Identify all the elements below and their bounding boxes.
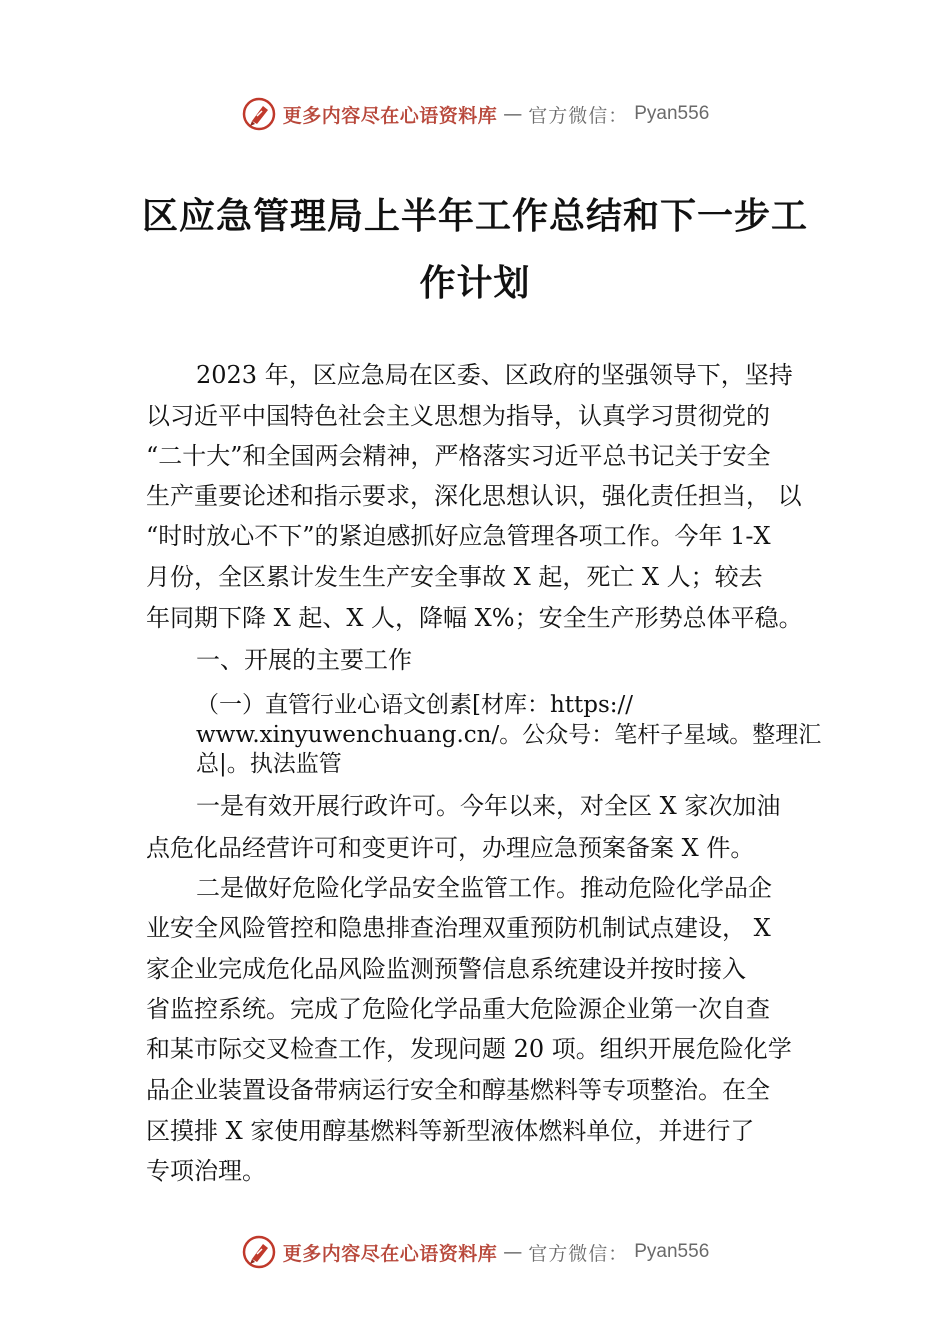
body-line: 区摸排 X 家使用醇基燃料等新型液体燃料单位，并进行了 [146,1117,755,1145]
body-line: “时时放心不下”的紧迫感抓好应急管理各项工作。今年 1-X [146,522,771,550]
document-title-line-2: 作计划 [419,262,531,304]
watermark-library-text: 更多内容尽在心语资料库 [282,1242,498,1265]
body-line: 省监控系统。完成了危险化学品重大危险源企业第一次自查 [146,995,770,1023]
watermark-separator: — [503,1241,523,1263]
body-line: 专项治理。 [146,1157,266,1185]
pen-nib-logo-icon [241,96,277,132]
body-line: 2023 年，区应急局在区委、区政府的坚强领导下，坚持 [196,361,793,389]
document-title-line-1: 区应急管理局上半年工作总结和下一步工 [141,195,808,237]
body-line: 以习近平中国特色社会主义思想为指导，认真学习贯彻党的 [146,402,770,430]
subsection-heading: （一）直管行业心语文创素[材库：https:// [196,692,634,718]
body-line: 二是做好危险化学品安全监管工作。推动危险化学品企 [196,874,772,902]
body-line: 品企业装置设备带病运行安全和醇基燃料等专项整治。在全 [146,1076,770,1104]
watermark-separator: — [503,103,523,125]
body-line: 月份，全区累计发生生产安全事故 X 起，死亡 X 人；较去 [146,563,763,591]
subsection-heading-url-line: www.xinyuwenchuang.cn/。公众号：笔杆子星域。整理汇 [196,722,822,748]
subsection-heading-end: 总|。执法监管 [196,751,342,777]
pen-nib-logo-icon [241,1234,277,1270]
body-line: 年同期下降 X 起、X 人，降幅 X%；安全生产形势总体平稳。 [146,604,803,632]
section-heading: 一、开展的主要工作 [196,646,412,674]
watermark-wechat-id: Pyan556 [634,103,710,124]
watermark-wechat-id: Pyan556 [634,1241,710,1262]
body-line: 和某市际交叉检查工作，发现问题 20 项。组织开展危险化学 [146,1035,792,1063]
top-watermark-banner [0,94,950,134]
watermark-wechat-label: 官方微信： [528,1242,629,1265]
body-line: 一是有效开展行政许可。今年以来，对全区 X 家次加油 [196,792,781,820]
body-line: 业安全风险管控和隐患排查治理双重预防机制试点建设， X [146,914,771,942]
body-line: 家企业完成危化品风险监测预警信息系统建设并按时接入 [146,955,746,983]
body-line: 生产重要论述和指示要求，深化思想认识，强化责任担当， 以 [146,482,802,510]
bottom-watermark-banner [0,1232,950,1272]
body-line: 点危化品经营许可和变更许可，办理应急预案备案 X 件。 [146,834,755,862]
watermark-wechat-label: 官方微信： [528,104,629,127]
watermark-library-text: 更多内容尽在心语资料库 [282,104,498,127]
body-line: “二十大”和全国两会精神，严格落实习近平总书记关于安全 [146,442,771,470]
